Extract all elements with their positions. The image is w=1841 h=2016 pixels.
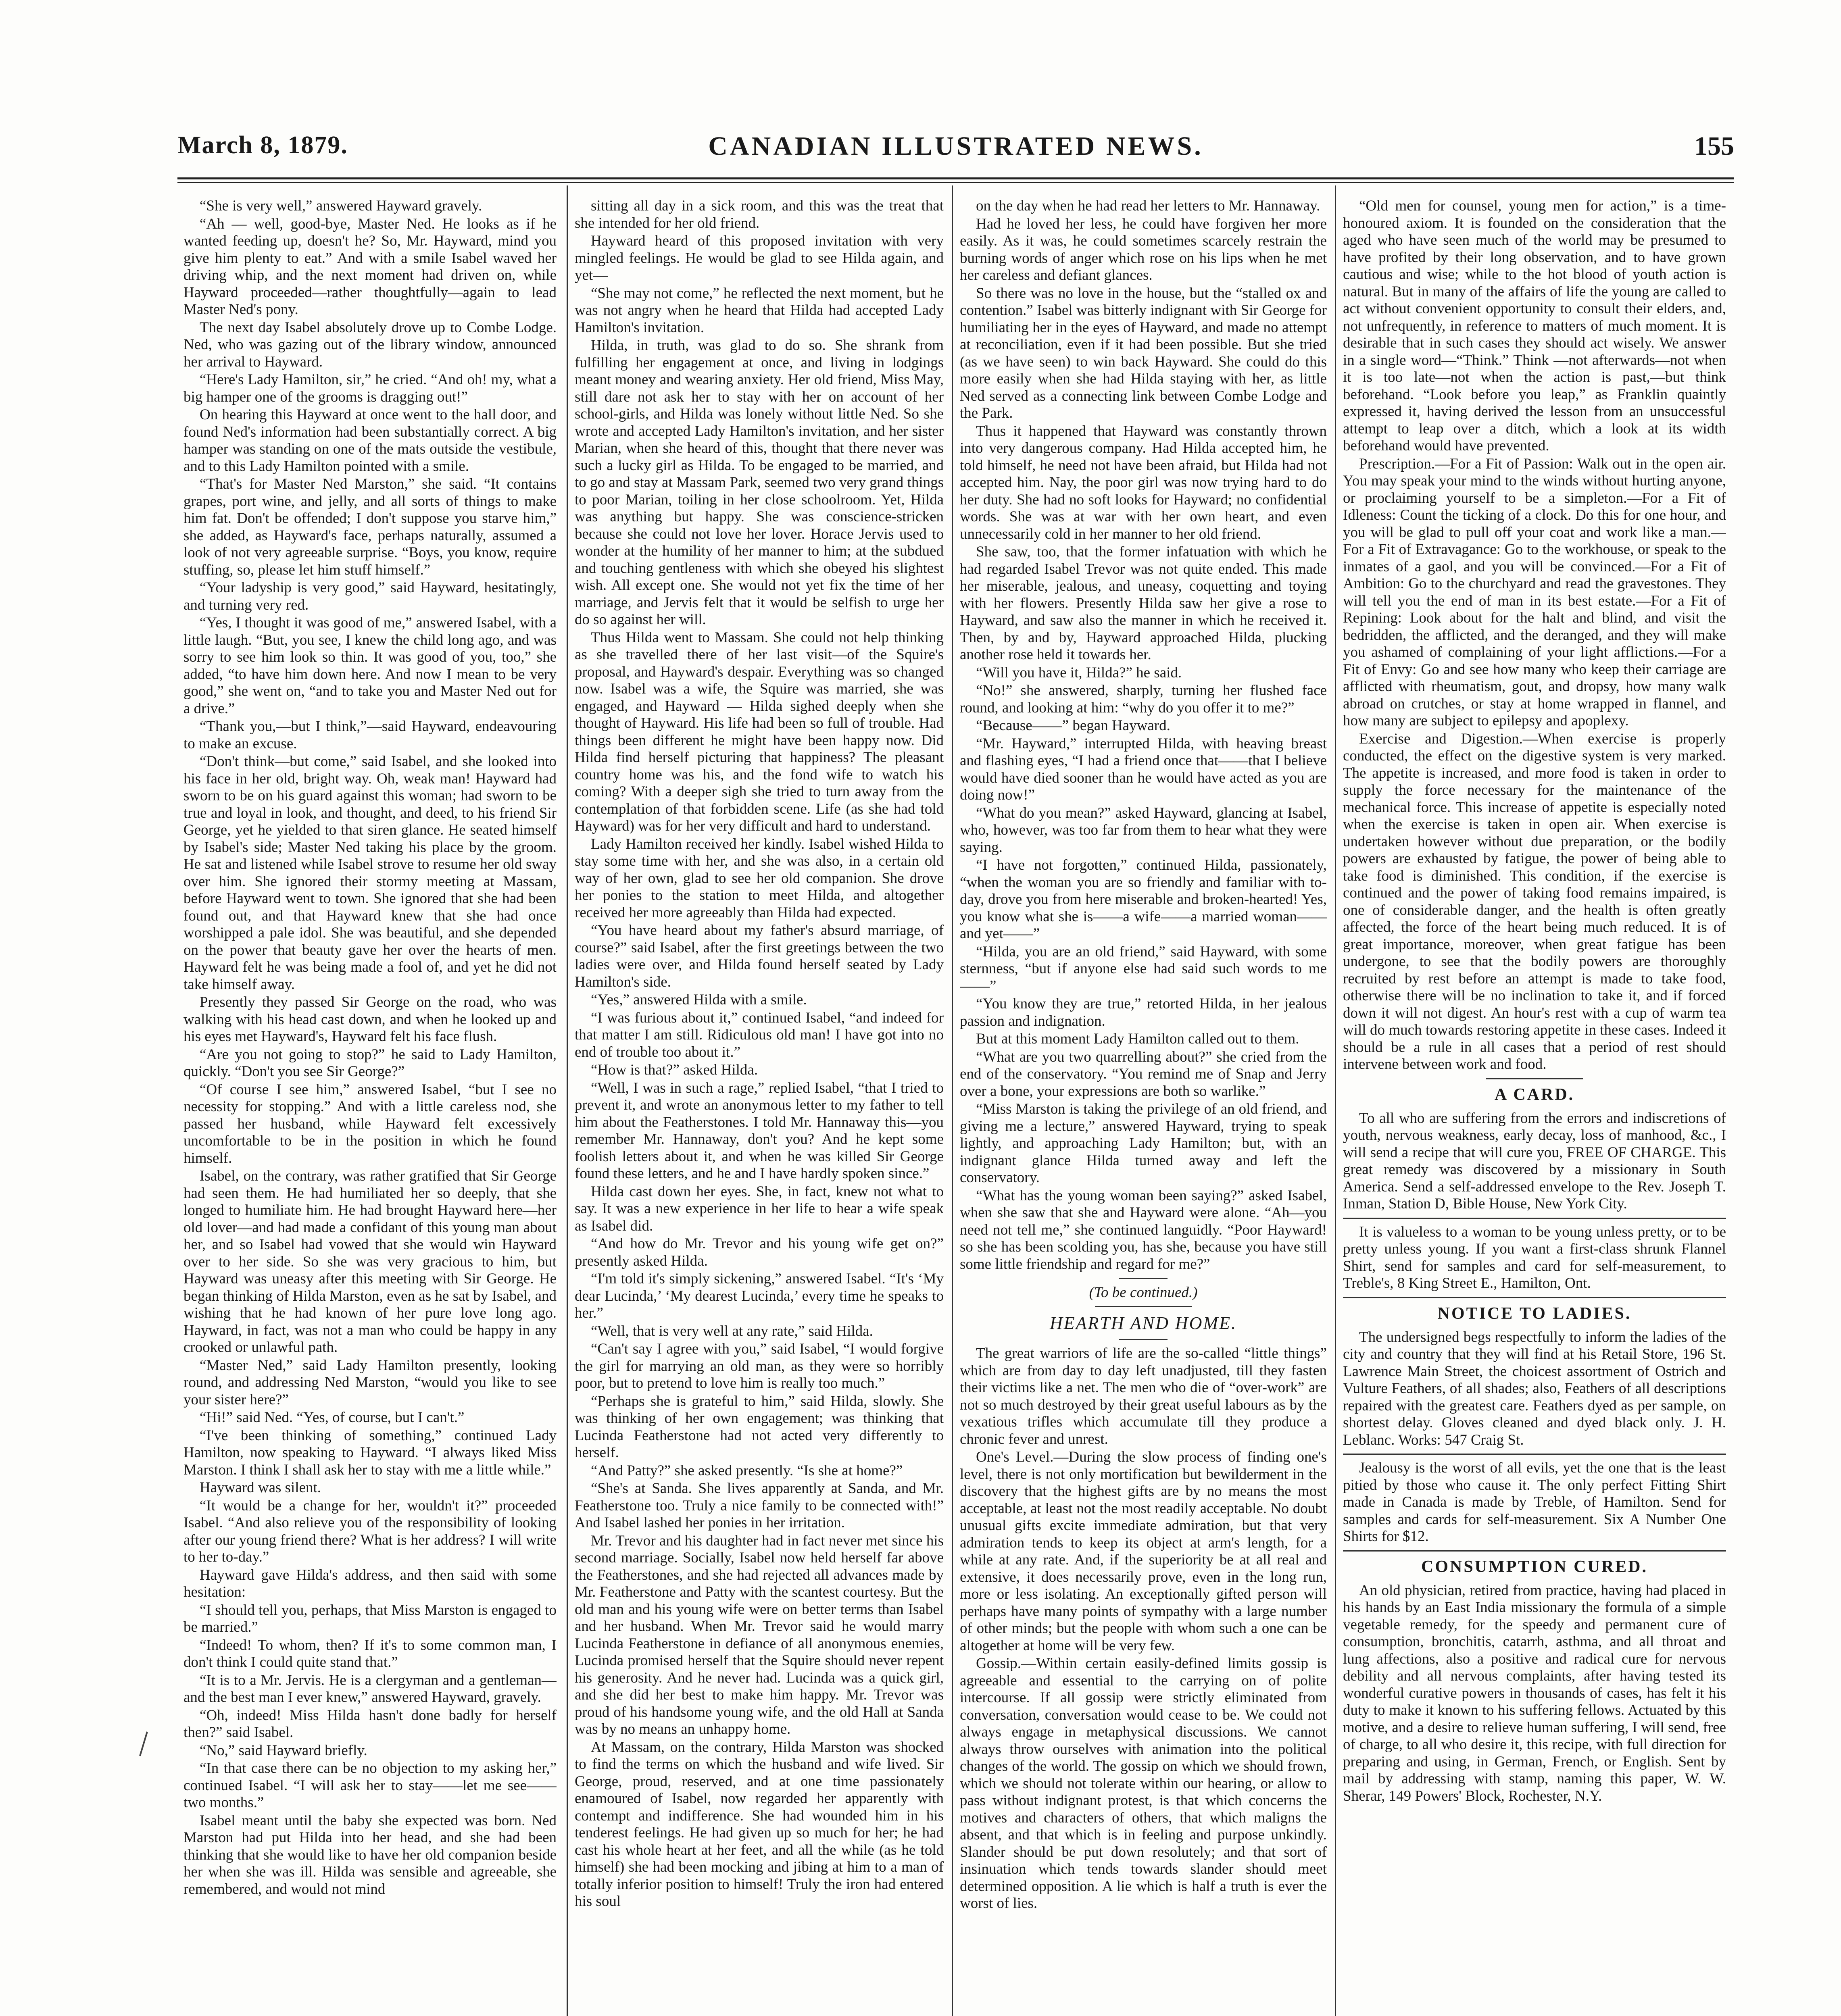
issue-date: March 8, 1879. [177,131,348,159]
paragraph: “How is that?” asked Hilda. [591,1062,758,1078]
paragraph: “In that case there can be no objection to my asking her,” continued Isabel. “I will ask her to stay——let me see——two months.” [183,1760,557,1811]
paragraph: Exercise and Digestion.—When exercise is properly conducted, the effect on the digestive system is very marked. The appetite is increased, and more food is taken in order to supply the force necessary for the maintenance of the mechanical force. This increase of appetite is especially noted when the exercise is taken in open air. When exercise is undertaken however without due preparation, or the bodily powers are exhausted by fatigue, the power of being able to take food is diminished. This condition, if the exercise is continued and the power of taking food remains impaired, is one of considerable danger, and the health is often greatly affected, the force of the heart being much reduced. It is of great importance, moreover, when great fatigue has been undergone, to see that the bodily powers are thoroughly recruited by rest before an attempt is made to take food, otherwise there will be no inclination to take it, and if forced down it will not digest. An hour's rest with a cup of warm tea will do much towards restoring appetite in these cases. Indeed it should be a rule in all cases that a period of rest should intervene between work and food. [1343,730,1726,1073]
paragraph: “Can't say I agree with you,” said Isabel, “I would forgive the girl for marrying an old man, as they were so horribly poor, but to pretend to love him is really too much.” [575,1341,944,1391]
paragraph: Isabel, on the contrary, was rather gratified that Sir George had seen them. He had humiliated her so deeply, that she longed to humiliate him. He had brought Hayward here—her old lover—and had made a confidant of this young man about her, and so Isabel had vowed that she would win Hayward over to her side. So she was very gracious to him, but Hayward was uneasy after this meeting with Sir George. He began thinking of Hilda Marston, even as he sat by Isabel, and wishing that he had known of her pure love long ago. Hayward, in fact, was not a man who could be happy in any crooked or unlawful path. [183,1168,557,1356]
paragraph: “Ah — well, good-bye, Master Ned. He looks as if he wanted feeding up, doesn't he? So, Mr. Hayward, mind you give him plenty to eat.” And with a smile Isabel waved her driving whip, and the next moment had driven on, while Hayward proceeded—rather thoughtfully—again to lead Master Ned's pony. [183,215,557,318]
paragraph: At Massam, on the contrary, Hilda Marston was shocked to find the terms on which the husband and wife lived. Sir George, proud, reserved, and at one time passionately enamoured of Isabel, now regarded her apparently with contempt and indifference. She had wounded him in his tenderest feelings. He had given up so much for her; he had cast his whole heart at her feet, and all the while (as he told himself) she had been mocking and jibing at him to a man of totally inferior position to himself! Truly the iron had entered his soul [575,1739,944,1910]
paragraph: “No,” said Hayward briefly. [200,1742,367,1759]
masthead [177,131,1734,175]
column-3 [960,198,1327,2016]
paragraph: Gossip.—Within certain easily-defined limits gossip is agreeable and essential to the carrying on of polite intercourse. If all gossip were strictly eliminated from conversation, conversation would cease to be. We could not always engage in metaphysical discussions. We cannot always throw ourselves with animation into the political changes of the world. The gossip on which we should frown, which we should not tolerate within our hearing, or allow to pass without indignant protest, is that which concerns the motives and characters of others, that which maligns the absent, and that which is in feeling and purpose unkindly. Slander should be put down resolutely; and that sort of insinuation which tends towards slander should meet determined opposition. A lie which is half a truth is ever the worst of lies. [960,1655,1327,1912]
paragraph: “Because——” began Hayward. [976,717,1170,734]
jealousy-advertisement: Jealousy is the worst of all evils, yet the one that is the least pitied by those who cause it. The only perfect Fitting Shirt made in Canada is made by Treble, of Hamilton. Send for samples and cards for self-measurement. Six A Number One Shirts for $12. [1343,1460,1726,1545]
paragraph: “Perhaps she is grateful to him,” said Hilda, slowly. She was thinking of her own engagement; was thinking that Lucinda Featherstone had not acted very differently to herself. [575,1393,944,1461]
paragraph: “Miss Marston is taking the privilege of an old friend, and giving me a lecture,” answered Hayward, trying to speak lightly, and approaching Lady Hamilton; but, with an indignant glance Hilda turned away and left the conservatory. [960,1101,1327,1186]
divider [1343,1297,1726,1298]
column-4 [1343,198,1726,2016]
consumption-cured-heading: CONSUMPTION CURED. [1421,1557,1648,1576]
paragraph: “I've been thinking of something,” continued Lady Hamilton, now speaking to Hayward. “I always liked Miss Marston. I think I shall ask her to stay with me a little while.” [183,1427,557,1478]
paragraph: “I should tell you, perhaps, that Miss Marston is engaged to be married.” [183,1602,557,1635]
paragraph: “And Patty?” she asked presently. “Is she at home?” [591,1462,903,1479]
column-4-articles [1343,198,1726,1073]
paragraph: “I was furious about it,” continued Isabel, “and indeed for that matter I am still. Ridiculous old man! I have got into no end of trouble too about it.” [575,1009,944,1060]
paragraph: Presently they passed Sir George on the road, who was walking with his head cast down, and when he looked up and his eyes met Hayward's, Hayward felt his face flush. [183,994,557,1045]
newspaper-title: CANADIAN ILLUSTRATED NEWS. [708,131,1203,161]
paragraph: Lady Hamilton received her kindly. Isabel wished Hilda to stay some time with her, and she was also, in a certain old way of her own, glad to see her old companion. She drove her ponies to the station to meet Hilda, and altogether received her more agreeably than Hilda had expected. [575,835,944,921]
paragraph: She saw, too, that the former infatuation with which he had regarded Isabel Trevor was not quite ended. This made her miserable, jealous, and uneasy, coquetting and toying with her flowers. Presently Hilda saw her give a rose to Hayward, and saw also the manner in which he received it. Then, by and by, Hayward approached Hilda, plucking another rose held it towards her. [960,544,1327,663]
divider [1343,1550,1726,1552]
to-be-continued: (To be continued.) [1089,1284,1198,1301]
paragraph: “Oh, indeed! Miss Hilda hasn't done badly for herself then?” said Isabel. [183,1707,557,1741]
paragraph: on the day when he had read her letters to Mr. Hannaway. [976,198,1320,214]
column-1-story [183,198,557,2016]
paragraph: But at this moment Lady Hamilton called out to them. [976,1031,1299,1047]
paragraph: “Yes, I thought it was good of me,” answered Isabel, with a little laugh. “But, you see, I knew the child long ago, and was sorry to see him look so thin. It was good of you, too,” she added, “to have him down here. And now I mean to be very good,” she went on, “and to take you and Master Ned out for a drive.” [183,614,557,717]
divider [1119,1339,1168,1340]
consumption-cured-body: An old physician, retired from practice, having had placed in his hands by an East India missionary the formula of a simple vegetable remedy, for the speedy and permanent cure of consumption, bronchitis, catarrh, asthma, and all throat and lung affections, also a positive and radical cure for nervous debility and all nervous complaints, after having tested its wonderful curative powers in thousands of cases, has felt it his duty to make it known to his suffering fellows. Actuated by this motive, and a desire to relieve human suffering, I will send, free of charge, to all who desire it, this recipe, with full direction for preparing and using, in German, French, or English. Sent by mail by addressing with stamp, naming this paper, W. W. Sherar, 149 Powers' Block, Rochester, N.Y. [1343,1582,1726,1804]
paragraph: The next day Isabel absolutely drove up to Combe Lodge. Ned, who was gazing out of the library window, announced her arrival to Hayward. [183,319,557,370]
paragraph: “What do you mean?” asked Hayward, glancing at Isabel, who, however, was too far from them to hear what they were saying. [960,804,1327,856]
paragraph: “It is to a Mr. Jervis. He is a clergyman and a gentleman—and the best man I ever knew,” answered Hayward, gravely. [183,1672,557,1706]
paragraph: Hayward heard of this proposed invitation with very mingled feelings. He would be glad to see Hilda again, and yet— [575,233,944,283]
paragraph: “No!” she answered, sharply, turning her flushed face round, and looking at him: “why do you offer it to me?” [960,682,1327,716]
paragraph: “Mr. Hayward,” interrupted Hilda, with heaving breast and flashing eyes, “I had a friend once that——that I believe would have died sooner than he would have acted as you are doing now!” [960,735,1327,803]
paragraph: “Well, I was in such a rage,” replied Isabel, “that I tried to prevent it, and wrote an anonymous letter to my father to tell him about the Featherstones. I told Mr. Hannaway this—you remember Mr. Hannaway, don't you? And he kept some foolish letters about it, and when he was killed Sir George found these letters, and he and I have hardly spoken since.” [575,1079,944,1182]
paragraph: Isabel meant until the baby she expected was born. Ned Marston had put Hilda into her head, and she had been thinking that she would like to have her old companion beside her when she was ill. Hilda was sensible and agreeable, she remembered, and would not mind [183,1812,557,1897]
hearth-and-home-heading: HEARTH AND HOME. [1050,1313,1237,1333]
paragraph: “It would be a change for her, wouldn't it?” proceeded Isabel. “And also relieve you of the responsibility of looking after our young friend there? What is her address? I will write to her to-day.” [183,1497,557,1565]
notice-to-ladies-body: The undersigned begs respectfully to inform the ladies of the city and country that they will find at his Retail Store, 196 St. Lawrence Main Street, the choicest assortment of Ostrich and Vulture Feathers, of all shades; also, Feathers of all descriptions repaired with the greatest care. Feathers dyed as per sample, on shortest delay. Gloves cleaned and dyed black only. J. H. Leblanc. Works: 547 Craig St. [1343,1329,1726,1448]
paragraph: “What are you two quarrelling about?” she cried from the end of the conservatory. “You remind me of Snap and Jerry over a bone, your expressions are both so warlike.” [960,1048,1327,1100]
paragraph: Hayward was silent. [200,1479,321,1496]
paragraph: “Your ladyship is very good,” said Hayward, hesitatingly, and turning very red. [183,579,557,613]
masthead-rule [177,177,1734,179]
paragraph: “And how do Mr. Trevor and his young wife get on?” presently asked Hilda. [575,1235,944,1269]
notice-to-ladies-heading: NOTICE TO LADIES. [1437,1304,1632,1323]
column-separator [1335,185,1336,2016]
card-heading: A CARD. [1494,1085,1575,1104]
paragraph: So there was no love in the house, but the “stalled ox and contention.” Isabel was bitterly indignant with Sir George for humiliating her in the eyes of Hayward, and made no attempt at reconciliation, even if it had been possible. But she tried (as we have seen) to win back Hayward. She could do this more easily when she had Hilda staying with her, as little Ned served as a connecting link between Combe Lodge and the Park. [960,285,1327,421]
paragraph: “Old men for counsel, young men for action,” is a time-honoured axiom. It is founded on the consideration that the aged who have seen much of the world may be presumed to have profited by their long observation, and to have grown cautious and wise; while to the hot blood of youth action is natural. But in many of the affairs of life the young are called to act without convenient opportunity to consult their elders, and, not unfrequently, in reference to matters of much moment. It is desirable that in such cases they should act wisely. We answer in a single word—“Think.” Think —not afterwards—not when it is too late—not when the action is past,—but think beforehand. “Look before you leap,” as Franklin quaintly expressed it, having derived the lesson from an unsuccessful attempt to leap over a ditch, which a look at its width beforehand would have prevented. [1343,198,1726,454]
paragraph: “Yes,” answered Hilda with a smile. [591,991,807,1008]
paragraph: One's Level.—During the slow process of finding one's level, there is not only mortification but bewilderment in the discovery that the highest gifts are by no means the most acceptable, at least not the most readily acceptable. No doubt unusual gifts excite immediate admiration, but that very admiration tends to keep its object at arm's length, for a while at any rate. And, if the superiority be at all real and extensive, it does necessarily prove, even in the long run, more or less isolating. An exceptionally gifted person will perhaps have many points of sympathy with a large number of other minds; but the people with whom such a one can be altogether at home will be very few. [960,1449,1327,1654]
divider [1095,1306,1192,1307]
paragraph: Thus it happened that Hayward was constantly thrown into very dangerous company. Had Hilda accepted him, he told himself, he need not have been afraid, but Hilda had not accepted him. Nay, the poor girl was now trying hard to do her duty. She had no soft looks for Hayward; no confidential words. She was at war with her own heart, and even unnecessarily cold in her manner to her old friend. [960,423,1327,542]
paragraph: Hilda cast down her eyes. She, in fact, knew not what to say. It was a new experience in her life to hear a wife speak as Isabel did. [575,1183,944,1234]
paragraph: “That's for Master Ned Marston,” she said. “It contains grapes, port wine, and jelly, and all sorts of things to make him fat. Don't be offended; I don't suppose you starve him,” she added, as Hayward's face, perhaps naturally, assumed a look of not very agreeable surprise. “Boys, you know, require stuffing, so, please let him stuff himself.” [183,476,557,578]
column-separator [567,185,568,2016]
margin-pencil-mark [135,1730,151,1758]
paragraph: Prescription.—For a Fit of Passion: Walk out in the open air. You may speak your mind to the winds without hurting anyone, or proclaiming yourself to be a simpleton.—For a Fit of Idleness: Count the ticking of a clock. Do this for one hour, and you will be glad to pull off your coat and work like a man.—For a Fit of Extravagance: Go to the workhouse, or speak to the inmates of a gaol, and you will be convinced.—For a Fit of Ambition: Go to the churchyard and read the gravestones. They will tell you the end of man in its best estate.—For a Fit of Repining: Look about for the halt and blind, and visit the bedridden, the afflicted, and the deranged, and they will make you ashamed of complaining of your light afflictions.—For a Fit of Envy: Go and see how many who keep their carriage are afflicted with rheumatism, gout, and dropsy, how many walk abroad on crutches, or stay at home wrapped in flannel, and how many are subject to epilepsy and apoplexy. [1343,455,1726,729]
paragraph: “Thank you,—but I think,”—said Hayward, endeavouring to make an excuse. [183,718,557,752]
divider [1486,1078,1583,1079]
paragraph: “You know they are true,” retorted Hilda, in her jealous passion and indignation. [960,996,1327,1029]
paragraph: “I'm told it's simply sickening,” answered Isabel. “It's ‘My dear Lucinda,’ ‘My dearest Lucinda,’ every time he speaks to her.” [575,1270,944,1321]
paragraph: “She is very well,” answered Hayward gravely. [200,198,482,214]
column-2-story [575,198,944,2016]
paragraph: “She may not come,” he reflected the next moment, but he was not angry when he heard that Hilda had accepted Lady Hamilton's invitation. [575,285,944,336]
paragraph: Hilda, in truth, was glad to do so. She shrank from fulfilling her engagement at once, and living in lodgings meant money and wearing anxiety. Her old friend, Miss May, still dare not ask her to stay with her on account of her school-girls, and Hilda was lonely without little Ned. So she wrote and accepted Lady Hamilton's invitation, and her sister Marian, when she heard of this, thought that there never was such a lucky girl as Hilda. To be engaged to be married, and to go and stay at Massam Park, seemed two very grand things to poor Marian, toiling in her close schoolroom. Yet, Hilda was anything but happy. She was conscience-stricken because she could not love her lover. Horace Jervis used to wonder at the humility of her manner to him; at the subdued and touching gentleness with which she obeyed his slightest wish. All except one. She would not yet fix the time of her marriage, and Jervis felt that it would be selfish to urge her do so against her will. [575,337,944,628]
paragraph: The great warriors of life are the so-called “little things” which are from day to day left unadjusted, till they fasten their victims like a net. The men who die of “over-work” are not so much destroyed by their great useful labours as by the vexatious trifles which accumulate till they produce a chronic fever and unrest. [960,1345,1327,1447]
shirt-advertisement: It is valueless to a woman to be young unless pretty, or to be pretty unless young. If you want a first-class shrunk Flannel Shirt, send for samples and card for self-measurement, to Treble's, 8 King Street E., Hamilton, Ont. [1343,1223,1726,1291]
paragraph: “You have heard about my father's absurd marriage, of course?” said Isabel, after the first greetings between the two ladies were over, and Hilda found herself seated by Lady Hamilton's side. [575,922,944,990]
divider [1119,1278,1168,1279]
paragraph: On hearing this Hayward at once went to the hall door, and found Ned's information had been substantially correct. A big hamper was standing on one of the mats outside the vestibule, and to this Lady Hamilton pointed with a smile. [183,406,557,475]
column-separator [952,185,953,2016]
paragraph: “I have not forgotten,” continued Hilda, passionately, “when the woman you are so friendly and familiar with to-day, drove you from here miserable and broken-hearted! Yes, you know what she is——a wife——a married woman——and yet——” [960,857,1327,942]
paragraph: “Well, that is very well at any rate,” said Hilda. [591,1322,873,1339]
column-3-story [960,198,1327,1273]
paragraph: Mr. Trevor and his daughter had in fact never met since his second marriage. Socially, Isabel now held herself far above the Featherstones, and she had rejected all advances made by Mr. Featherstone and Patty with the scantest courtesy. But the old man and his young wife were on better terms than Isabel and her husband. When Mr. Trevor said he would marry Lucinda Featherstone in defiance of all anonymous enemies, Lucinda promised herself that the Squire should never repent his generosity. And he never had. Lucinda was a quick girl, and she did her best to make him happy. Mr. Trevor was proud of his handsome young wife, and the old Hall at Sanda was by no means an unhappy home. [575,1532,944,1737]
paragraph: “Indeed! To whom, then? If it's to some common man, I don't think I could quite stand that.” [183,1637,557,1670]
paragraph: “Are you not going to stop?” he said to Lady Hamilton, quickly. “Don't you see Sir George?” [183,1046,557,1080]
paragraph: “Here's Lady Hamilton, sir,” he cried. “And oh! my, what a big hamper one of the grooms is dragging out!” [183,371,557,405]
paragraph: “She's at Sanda. She lives apparently at Sanda, and Mr. Featherstone too. Truly a nice family to be connected with!” And Isabel lashed her ponies in her irritation. [575,1480,944,1531]
paragraph: “Hi!” said Ned. “Yes, of course, but I can't.” [200,1409,465,1426]
paragraph: “Master Ned,” said Lady Hamilton presently, looking round, and addressing Ned Marston, “would you like to see your sister here?” [183,1357,557,1408]
paragraph: “Will you have it, Hilda?” he said. [976,664,1182,681]
page-number: 155 [1694,131,1734,161]
paragraph: sitting all day in a sick room, and this was the treat that she intended for her old friend. [575,198,944,231]
paragraph: Had he loved her less, he could have forgiven her more easily. As it was, he could sometimes scarcely restrain the burning words of anger which rose on his lips when he met her careless and defiant glances. [960,215,1327,283]
paragraph: “Don't think—but come,” said Isabel, and she looked into his face in her old, bright way. Oh, weak man! Hayward had sworn to be on his guard against this woman; had sworn to be true and loyal in look, and thought, and deed, to his friend Sir George, yet he yielded to that siren glance. He seated himself by Isabel's side; Master Ned taking his place by the groom. He sat and listened while Isabel strove to resume her old sway over him. She ignored their stormy meeting at Massam, before Hayward went to town. She ignored that she had been found out, and that Hayward knew that she had once worshipped a pale idol. She was beautiful, and she depended on the power that beauty gave her over the hearts of men. Hayward felt he was being made a fool of, and yet he did not take himself away. [183,753,557,993]
paragraph: “What has the young woman been saying?” asked Isabel, when she saw that she and Hayward were alone. “Ah—you need not tell me,” she continued languidly. “Poor Hayward! so she has been scolding you, has she, because you have still some little friendship and regard for me?” [960,1187,1327,1272]
paragraph: “Of course I see him,” answered Isabel, “but I see no necessity for stopping.” And with a little careless nod, she passed her husband, while Hayward felt excessively uncomfortable to be in the position in which he found himself. [183,1081,557,1166]
paragraph: Thus Hilda went to Massam. She could not help thinking as she travelled there of her last visit—of the Squire's proposal, and Hayward's despair. Everything was so changed now. Isabel was a wife, the Squire was married, she was engaged, and Hayward — Hilda sighed deeply when she thought of Hayward. His life had been so full of trouble. Had things been different he might have been happy now. Did Hilda find herself picturing that happiness? The pleasant country home was his, and the fond wife to watch his coming? With a deeper sigh she tried to turn away from the contemplation of that forbidden scene. Life (as she had told Hayward) was for her very difficult and hard to understand. [575,629,944,834]
hearth-and-home-body [960,1345,1327,1912]
paragraph: Hayward gave Hilda's address, and then said with some hesitation: [183,1566,557,1600]
card-body: To all who are suffering from the errors and indiscretions of youth, nervous weakness, early decay, loss of manhood, &c., I will send a recipe that will cure you, FREE OF CHARGE. This great remedy was discovered by a missionary in South America. Send a self-addressed envelope to the Rev. Joseph T. Inman, Station D, Bible House, New York City. [1343,1110,1726,1212]
paragraph: “Hilda, you are an old friend,” said Hayward, with some sternness, “but if anyone else had said such words to me——” [960,943,1327,994]
divider [1343,1454,1726,1455]
divider [1343,1218,1726,1219]
masthead-rule-thin [177,182,1734,183]
